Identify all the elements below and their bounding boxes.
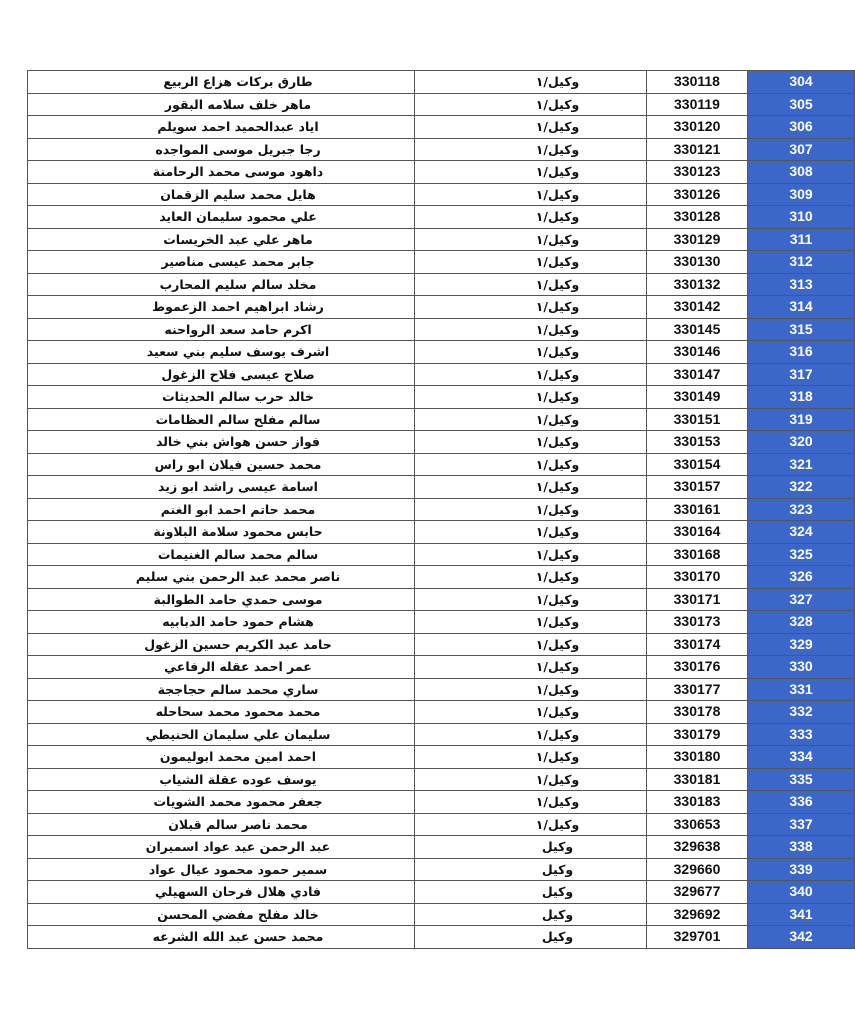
rank-cell: وكيل/١ xyxy=(415,813,647,836)
id-cell: 330171 xyxy=(647,588,748,611)
seq-cell: 342 xyxy=(748,926,855,949)
table-row xyxy=(28,386,855,409)
id-cell: 330146 xyxy=(647,341,748,364)
table-row xyxy=(28,633,855,656)
table-row xyxy=(28,318,855,341)
id-cell: 330147 xyxy=(647,363,748,386)
table-row xyxy=(28,93,855,116)
name-cell: جابر محمد عيسى مناصير xyxy=(28,251,415,274)
table-row xyxy=(28,273,855,296)
seq-cell: 322 xyxy=(748,476,855,499)
seq-cell: 326 xyxy=(748,566,855,589)
rank-cell: وكيل/١ xyxy=(415,206,647,229)
seq-cell: 329 xyxy=(748,633,855,656)
name-cell: محمد حسن عبد الله الشرعه xyxy=(28,926,415,949)
name-cell: يوسف عوده عقلة الشياب xyxy=(28,768,415,791)
table-row xyxy=(28,453,855,476)
table-row xyxy=(28,566,855,589)
name-cell: خالد حرب سالم الحديثات xyxy=(28,386,415,409)
seq-cell: 332 xyxy=(748,701,855,724)
name-cell: اكرم حامد سعد الرواحنه xyxy=(28,318,415,341)
name-cell: هشام حمود حامد الدبابيه xyxy=(28,611,415,634)
rank-cell: وكيل/١ xyxy=(415,228,647,251)
seq-cell: 304 xyxy=(748,71,855,94)
seq-cell: 319 xyxy=(748,408,855,431)
name-cell: داهود موسى محمد الرحامنة xyxy=(28,161,415,184)
id-cell: 330145 xyxy=(647,318,748,341)
roster-table xyxy=(27,70,855,949)
id-cell: 330653 xyxy=(647,813,748,836)
name-cell: حامد عبد الكريم حسين الزغول xyxy=(28,633,415,656)
seq-cell: 327 xyxy=(748,588,855,611)
table-row xyxy=(28,678,855,701)
name-cell: هايل محمد سليم الزقمان xyxy=(28,183,415,206)
id-cell: 330154 xyxy=(647,453,748,476)
table-row xyxy=(28,116,855,139)
rank-cell: وكيل/١ xyxy=(415,318,647,341)
rank-cell: وكيل/١ xyxy=(415,588,647,611)
seq-cell: 320 xyxy=(748,431,855,454)
seq-cell: 308 xyxy=(748,161,855,184)
rank-cell: وكيل/١ xyxy=(415,251,647,274)
name-cell: اياد عبدالحميد احمد سويلم xyxy=(28,116,415,139)
seq-cell: 334 xyxy=(748,746,855,769)
rank-cell: وكيل/١ xyxy=(415,71,647,94)
id-cell: 330123 xyxy=(647,161,748,184)
table-row xyxy=(28,521,855,544)
rank-cell: وكيل/١ xyxy=(415,543,647,566)
rank-cell: وكيل/١ xyxy=(415,633,647,656)
rank-cell: وكيل/١ xyxy=(415,93,647,116)
rank-cell: وكيل/١ xyxy=(415,408,647,431)
seq-cell: 335 xyxy=(748,768,855,791)
name-cell: اسامة عيسى راشد ابو زيد xyxy=(28,476,415,499)
table-row xyxy=(28,858,855,881)
rank-cell: وكيل/١ xyxy=(415,161,647,184)
rank-cell: وكيل/١ xyxy=(415,768,647,791)
name-cell: سمير حمود محمود عيال عواد xyxy=(28,858,415,881)
name-cell: جعفر محمود محمد الشويات xyxy=(28,791,415,814)
seq-cell: 307 xyxy=(748,138,855,161)
table-row xyxy=(28,836,855,859)
name-cell: ساري محمد سالم حجاججة xyxy=(28,678,415,701)
rank-cell: وكيل/١ xyxy=(415,611,647,634)
table-row xyxy=(28,431,855,454)
name-cell: علي محمود سليمان العايد xyxy=(28,206,415,229)
rank-cell: وكيل/١ xyxy=(415,116,647,139)
name-cell: حابس محمود سلامة البلاونة xyxy=(28,521,415,544)
id-cell: 330164 xyxy=(647,521,748,544)
name-cell: طارق بركات هزاع الربيع xyxy=(28,71,415,94)
rank-cell: وكيل/١ xyxy=(415,431,647,454)
seq-cell: 306 xyxy=(748,116,855,139)
seq-cell: 339 xyxy=(748,858,855,881)
name-cell: سالم مفلح سالم العظامات xyxy=(28,408,415,431)
id-cell: 330178 xyxy=(647,701,748,724)
table-row xyxy=(28,543,855,566)
seq-cell: 313 xyxy=(748,273,855,296)
name-cell: ماهر خلف سلامه البقور xyxy=(28,93,415,116)
name-cell: عبد الرحمن عيد عواد اسميران xyxy=(28,836,415,859)
seq-cell: 341 xyxy=(748,903,855,926)
rank-cell: وكيل xyxy=(415,903,647,926)
seq-cell: 316 xyxy=(748,341,855,364)
id-cell: 330149 xyxy=(647,386,748,409)
name-cell: ناصر محمد عبد الرحمن بني سليم xyxy=(28,566,415,589)
seq-cell: 321 xyxy=(748,453,855,476)
rank-cell: وكيل/١ xyxy=(415,386,647,409)
id-cell: 329692 xyxy=(647,903,748,926)
table-row xyxy=(28,206,855,229)
name-cell: محمد حاتم احمد ابو الغنم xyxy=(28,498,415,521)
seq-cell: 325 xyxy=(748,543,855,566)
table-row xyxy=(28,903,855,926)
name-cell: محمد حسين فيلان ابو راس xyxy=(28,453,415,476)
rank-cell: وكيل/١ xyxy=(415,678,647,701)
table-row xyxy=(28,813,855,836)
seq-cell: 324 xyxy=(748,521,855,544)
id-cell: 330120 xyxy=(647,116,748,139)
seq-cell: 317 xyxy=(748,363,855,386)
name-cell: محمد محمود محمد سحاحله xyxy=(28,701,415,724)
seq-cell: 305 xyxy=(748,93,855,116)
id-cell: 330174 xyxy=(647,633,748,656)
rank-cell: وكيل xyxy=(415,836,647,859)
rank-cell: وكيل/١ xyxy=(415,656,647,679)
seq-cell: 328 xyxy=(748,611,855,634)
id-cell: 330126 xyxy=(647,183,748,206)
seq-cell: 333 xyxy=(748,723,855,746)
rank-cell: وكيل/١ xyxy=(415,273,647,296)
id-cell: 329677 xyxy=(647,881,748,904)
rank-cell: وكيل/١ xyxy=(415,746,647,769)
rank-cell: وكيل/١ xyxy=(415,566,647,589)
id-cell: 330142 xyxy=(647,296,748,319)
table-row xyxy=(28,881,855,904)
id-cell: 330183 xyxy=(647,791,748,814)
id-cell: 330128 xyxy=(647,206,748,229)
table-row xyxy=(28,926,855,949)
name-cell: سليمان علي سليمان الحنيطي xyxy=(28,723,415,746)
name-cell: احمد امين محمد ابوليمون xyxy=(28,746,415,769)
id-cell: 330176 xyxy=(647,656,748,679)
rank-cell: وكيل/١ xyxy=(415,521,647,544)
seq-cell: 314 xyxy=(748,296,855,319)
seq-cell: 323 xyxy=(748,498,855,521)
table-row xyxy=(28,251,855,274)
name-cell: مخلد سالم سليم المحارب xyxy=(28,273,415,296)
table-row xyxy=(28,138,855,161)
rank-cell: وكيل/١ xyxy=(415,341,647,364)
id-cell: 330181 xyxy=(647,768,748,791)
table-row xyxy=(28,701,855,724)
table-row xyxy=(28,498,855,521)
rank-cell: وكيل/١ xyxy=(415,701,647,724)
table-row xyxy=(28,228,855,251)
table-row xyxy=(28,408,855,431)
table-row xyxy=(28,296,855,319)
rank-cell: وكيل/١ xyxy=(415,296,647,319)
name-cell: موسى حمدي حامد الطوالبة xyxy=(28,588,415,611)
seq-cell: 311 xyxy=(748,228,855,251)
seq-cell: 340 xyxy=(748,881,855,904)
id-cell: 330132 xyxy=(647,273,748,296)
id-cell: 330173 xyxy=(647,611,748,634)
table-row xyxy=(28,723,855,746)
seq-cell: 310 xyxy=(748,206,855,229)
name-cell: رجا جبريل موسى المواجده xyxy=(28,138,415,161)
seq-cell: 312 xyxy=(748,251,855,274)
rank-cell: وكيل/١ xyxy=(415,498,647,521)
seq-cell: 309 xyxy=(748,183,855,206)
rank-cell: وكيل/١ xyxy=(415,476,647,499)
id-cell: 330118 xyxy=(647,71,748,94)
rank-cell: وكيل xyxy=(415,858,647,881)
id-cell: 330153 xyxy=(647,431,748,454)
name-cell: ماهر علي عبد الخريسات xyxy=(28,228,415,251)
id-cell: 329701 xyxy=(647,926,748,949)
id-cell: 330161 xyxy=(647,498,748,521)
name-cell: سالم محمد سالم الغنيمات xyxy=(28,543,415,566)
seq-cell: 336 xyxy=(748,791,855,814)
name-cell: فادي هلال فرحان السهيلي xyxy=(28,881,415,904)
id-cell: 330157 xyxy=(647,476,748,499)
id-cell: 330168 xyxy=(647,543,748,566)
id-cell: 330130 xyxy=(647,251,748,274)
table-row xyxy=(28,341,855,364)
table-row xyxy=(28,476,855,499)
roster-body xyxy=(28,71,855,949)
id-cell: 330129 xyxy=(647,228,748,251)
table-row xyxy=(28,791,855,814)
name-cell: اشرف يوسف سليم بني سعيد xyxy=(28,341,415,364)
rank-cell: وكيل/١ xyxy=(415,183,647,206)
table-row xyxy=(28,183,855,206)
table-row xyxy=(28,161,855,184)
name-cell: رشاد ابراهيم احمد الزعموط xyxy=(28,296,415,319)
seq-cell: 337 xyxy=(748,813,855,836)
seq-cell: 330 xyxy=(748,656,855,679)
id-cell: 330121 xyxy=(647,138,748,161)
name-cell: عمر احمد عقله الرفاعي xyxy=(28,656,415,679)
rank-cell: وكيل/١ xyxy=(415,723,647,746)
rank-cell: وكيل/١ xyxy=(415,138,647,161)
id-cell: 330179 xyxy=(647,723,748,746)
table-row xyxy=(28,611,855,634)
table-row xyxy=(28,656,855,679)
table-row xyxy=(28,588,855,611)
id-cell: 330119 xyxy=(647,93,748,116)
name-cell: فواز حسن هواش بني خالد xyxy=(28,431,415,454)
table-row xyxy=(28,746,855,769)
rank-cell: وكيل xyxy=(415,926,647,949)
id-cell: 330170 xyxy=(647,566,748,589)
seq-cell: 318 xyxy=(748,386,855,409)
seq-cell: 315 xyxy=(748,318,855,341)
rank-cell: وكيل/١ xyxy=(415,363,647,386)
id-cell: 329638 xyxy=(647,836,748,859)
rank-cell: وكيل xyxy=(415,881,647,904)
table-row xyxy=(28,363,855,386)
id-cell: 330151 xyxy=(647,408,748,431)
rank-cell: وكيل/١ xyxy=(415,453,647,476)
name-cell: خالد مفلح مفضي المحسن xyxy=(28,903,415,926)
name-cell: محمد ناصر سالم قبلان xyxy=(28,813,415,836)
id-cell: 330177 xyxy=(647,678,748,701)
rank-cell: وكيل/١ xyxy=(415,791,647,814)
id-cell: 329660 xyxy=(647,858,748,881)
table-row xyxy=(28,71,855,94)
seq-cell: 331 xyxy=(748,678,855,701)
table-row xyxy=(28,768,855,791)
id-cell: 330180 xyxy=(647,746,748,769)
name-cell: صلاح عيسى فلاح الزغول xyxy=(28,363,415,386)
seq-cell: 338 xyxy=(748,836,855,859)
